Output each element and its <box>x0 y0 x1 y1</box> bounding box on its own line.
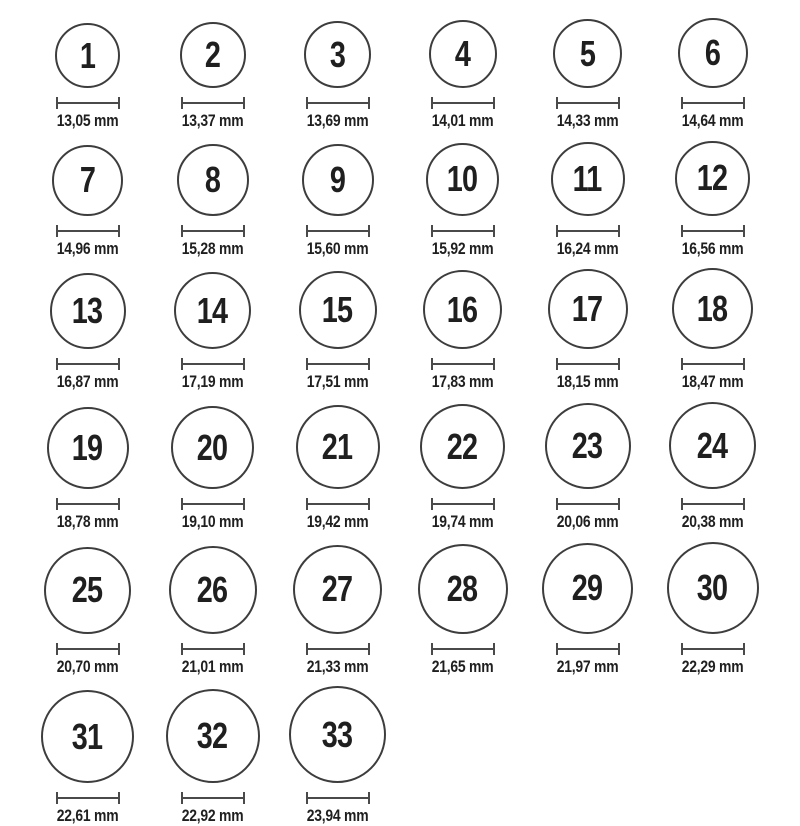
measure-tick-right-icon <box>743 358 745 370</box>
measure-tick-right-icon <box>118 498 120 510</box>
diameter-measure <box>181 97 245 109</box>
diameter-label: 22,61 mm <box>56 806 119 826</box>
measure-tick-right-icon <box>368 225 370 237</box>
diameter-measure <box>56 225 120 237</box>
measure-line <box>432 363 494 365</box>
ring-size-number: 19 <box>72 427 103 469</box>
diameter-label: 15,60 mm <box>306 238 369 258</box>
measure-line <box>307 797 369 799</box>
size-cell <box>150 272 275 392</box>
measure-tick-right-icon <box>118 97 120 109</box>
ring-size-number: 33 <box>322 713 353 755</box>
ring-circle <box>166 689 260 783</box>
measure-line <box>307 363 369 365</box>
measure-tick-right-icon <box>743 225 745 237</box>
diameter-label: 16,56 mm <box>681 238 744 258</box>
size-cell <box>25 547 150 677</box>
ring-size-number: 2 <box>204 34 221 75</box>
diameter-measure <box>681 643 745 655</box>
measure-tick-right-icon <box>118 643 120 655</box>
diameter-label: 13,05 mm <box>56 111 119 130</box>
size-cell <box>525 19 650 131</box>
diameter-label: 19,74 mm <box>431 512 494 532</box>
diameter-label: 18,15 mm <box>556 372 619 392</box>
diameter-measure <box>181 358 245 370</box>
measure-line <box>557 230 619 232</box>
diameter-label: 17,83 mm <box>431 372 494 392</box>
size-cell <box>650 141 775 259</box>
diameter-label: 22,92 mm <box>181 806 244 826</box>
ring-circle <box>423 270 502 349</box>
diameter-measure <box>56 643 120 655</box>
size-cell <box>150 689 275 826</box>
ring-size-number: 28 <box>447 567 478 609</box>
size-cell <box>275 21 400 131</box>
diameter-measure <box>431 498 495 510</box>
size-cell <box>150 144 275 259</box>
size-cell <box>400 544 525 677</box>
ring-circle <box>418 544 508 634</box>
ring-circle <box>44 547 131 634</box>
measure-tick-right-icon <box>118 792 120 804</box>
diameter-label: 23,94 mm <box>306 806 369 826</box>
ring-circle <box>174 272 251 349</box>
diameter-measure <box>556 498 620 510</box>
diameter-measure <box>431 358 495 370</box>
diameter-label: 15,92 mm <box>431 238 494 258</box>
ring-circle <box>669 402 756 489</box>
diameter-label: 16,87 mm <box>56 372 119 392</box>
size-cell <box>275 545 400 677</box>
ring-size-number: 24 <box>697 424 728 466</box>
ring-circle <box>553 19 622 88</box>
ring-size-number: 23 <box>572 425 603 467</box>
size-cell <box>25 23 150 131</box>
measure-line <box>57 797 119 799</box>
diameter-label: 18,78 mm <box>56 512 119 532</box>
ring-circle <box>667 542 759 634</box>
measure-line <box>182 797 244 799</box>
measure-line <box>682 102 744 104</box>
size-cell <box>400 20 525 131</box>
ring-size-number: 12 <box>697 157 728 199</box>
diameter-label: 14,96 mm <box>56 238 119 258</box>
size-cell <box>150 406 275 532</box>
diameter-measure <box>56 358 120 370</box>
size-cell <box>275 405 400 532</box>
diameter-label: 21,33 mm <box>306 656 369 676</box>
ring-size-number: 32 <box>197 715 228 757</box>
measure-line <box>432 102 494 104</box>
ring-circle <box>551 142 625 216</box>
measure-tick-right-icon <box>368 643 370 655</box>
measure-tick-right-icon <box>743 643 745 655</box>
diameter-label: 14,64 mm <box>681 111 744 130</box>
diameter-label: 20,06 mm <box>556 512 619 532</box>
ring-circle <box>180 22 246 88</box>
measure-line <box>57 363 119 365</box>
ring-size-number: 11 <box>573 157 602 199</box>
diameter-label: 22,29 mm <box>681 656 744 676</box>
ring-size-number: 8 <box>204 158 221 200</box>
diameter-measure <box>181 643 245 655</box>
measure-line <box>682 503 744 505</box>
measure-line <box>682 648 744 650</box>
diameter-measure <box>56 792 120 804</box>
measure-line <box>557 102 619 104</box>
size-cell <box>525 543 650 677</box>
measure-line <box>57 503 119 505</box>
diameter-label: 13,37 mm <box>181 111 244 130</box>
measure-line <box>682 230 744 232</box>
measure-line <box>307 230 369 232</box>
ring-size-number: 7 <box>79 159 96 201</box>
diameter-measure <box>681 498 745 510</box>
diameter-label: 21,01 mm <box>181 656 244 676</box>
diameter-measure <box>556 358 620 370</box>
ring-size-number: 3 <box>329 33 346 75</box>
diameter-measure <box>306 792 370 804</box>
ring-size-number: 27 <box>322 568 353 610</box>
size-cell <box>525 269 650 392</box>
size-cell <box>25 273 150 392</box>
size-cell <box>25 690 150 826</box>
measure-tick-right-icon <box>618 358 620 370</box>
diameter-label: 19,10 mm <box>181 512 244 532</box>
measure-line <box>307 648 369 650</box>
diameter-measure <box>431 225 495 237</box>
ring-size-number: 4 <box>454 33 471 74</box>
ring-circle <box>302 144 374 216</box>
size-cell <box>650 542 775 677</box>
ring-circle <box>548 269 628 349</box>
size-cell <box>150 546 275 677</box>
measure-line <box>182 102 244 104</box>
diameter-label: 21,97 mm <box>556 656 619 676</box>
diameter-label: 14,33 mm <box>556 111 619 130</box>
ring-circle <box>52 145 123 216</box>
measure-line <box>57 102 119 104</box>
size-cell <box>25 145 150 259</box>
diameter-measure <box>181 792 245 804</box>
diameter-label: 15,28 mm <box>181 238 244 258</box>
diameter-label: 20,38 mm <box>681 512 744 532</box>
diameter-measure <box>181 225 245 237</box>
measure-line <box>307 102 369 104</box>
diameter-label: 13,69 mm <box>306 111 369 130</box>
ring-circle <box>426 143 499 216</box>
size-cell <box>650 18 775 131</box>
measure-tick-right-icon <box>368 498 370 510</box>
diameter-measure <box>306 498 370 510</box>
measure-line <box>182 363 244 365</box>
measure-line <box>57 648 119 650</box>
size-cell <box>400 143 525 259</box>
measure-line <box>557 363 619 365</box>
ring-circle <box>289 686 386 783</box>
measure-tick-right-icon <box>743 498 745 510</box>
diameter-measure <box>306 643 370 655</box>
measure-line <box>57 230 119 232</box>
size-cell <box>275 686 400 826</box>
ring-circle <box>55 23 120 88</box>
ring-size-number: 31 <box>72 715 103 757</box>
ring-circle <box>296 405 380 489</box>
measure-tick-right-icon <box>368 358 370 370</box>
measure-tick-right-icon <box>493 643 495 655</box>
measure-line <box>432 230 494 232</box>
measure-line <box>432 648 494 650</box>
ring-size-number: 29 <box>572 567 603 609</box>
measure-tick-right-icon <box>618 225 620 237</box>
diameter-label: 20,70 mm <box>56 656 119 676</box>
measure-line <box>682 363 744 365</box>
diameter-measure <box>306 358 370 370</box>
measure-tick-right-icon <box>368 97 370 109</box>
measure-tick-right-icon <box>493 498 495 510</box>
diameter-label: 19,42 mm <box>306 512 369 532</box>
diameter-measure <box>56 97 120 109</box>
measure-line <box>557 503 619 505</box>
diameter-label: 16,24 mm <box>556 238 619 258</box>
diameter-measure <box>556 643 620 655</box>
diameter-measure <box>556 97 620 109</box>
measure-tick-right-icon <box>493 358 495 370</box>
ring-size-number: 14 <box>197 289 228 331</box>
diameter-measure <box>681 97 745 109</box>
ring-size-number: 26 <box>197 568 228 610</box>
measure-line <box>557 648 619 650</box>
ring-size-number: 18 <box>697 287 728 329</box>
ring-circle <box>304 21 371 88</box>
ring-circle <box>47 407 129 489</box>
measure-tick-right-icon <box>243 225 245 237</box>
size-cell <box>525 403 650 532</box>
ring-circle <box>169 546 257 634</box>
diameter-measure <box>431 643 495 655</box>
diameter-label: 14,01 mm <box>431 111 494 130</box>
ring-circle <box>675 141 750 216</box>
ring-size-number: 5 <box>579 32 596 74</box>
measure-tick-right-icon <box>743 97 745 109</box>
ring-size-number: 6 <box>704 32 721 73</box>
measure-tick-right-icon <box>243 97 245 109</box>
measure-tick-right-icon <box>243 358 245 370</box>
measure-tick-right-icon <box>618 97 620 109</box>
measure-tick-right-icon <box>118 358 120 370</box>
diameter-measure <box>181 498 245 510</box>
measure-tick-right-icon <box>618 498 620 510</box>
ring-size-number: 1 <box>79 34 96 76</box>
ring-circle <box>177 144 249 216</box>
diameter-label: 17,51 mm <box>306 372 369 392</box>
ring-circle <box>299 271 377 349</box>
ring-size-number: 13 <box>72 290 103 332</box>
size-cell <box>650 268 775 392</box>
size-cell <box>400 270 525 392</box>
measure-tick-right-icon <box>493 225 495 237</box>
ring-circle <box>41 690 134 783</box>
ring-circle <box>545 403 631 489</box>
size-cell <box>25 407 150 532</box>
diameter-measure <box>681 358 745 370</box>
measure-tick-right-icon <box>368 792 370 804</box>
measure-line <box>182 648 244 650</box>
diameter-measure <box>56 498 120 510</box>
size-grid <box>25 0 775 826</box>
ring-size-number: 21 <box>322 426 353 468</box>
ring-circle <box>50 273 126 349</box>
ring-circle <box>429 20 497 88</box>
diameter-label: 21,65 mm <box>431 656 494 676</box>
measure-tick-right-icon <box>243 792 245 804</box>
measure-tick-right-icon <box>243 498 245 510</box>
diameter-measure <box>306 97 370 109</box>
ring-size-number: 9 <box>329 158 346 200</box>
ring-size-number: 16 <box>447 288 478 330</box>
diameter-measure <box>306 225 370 237</box>
diameter-measure <box>681 225 745 237</box>
measure-tick-right-icon <box>493 97 495 109</box>
ring-circle <box>678 18 748 88</box>
size-cell <box>400 404 525 532</box>
ring-circle <box>542 543 633 634</box>
ring-size-number: 20 <box>197 426 228 468</box>
ring-size-number: 25 <box>72 569 103 611</box>
diameter-measure <box>431 97 495 109</box>
measure-tick-right-icon <box>243 643 245 655</box>
ring-size-number: 30 <box>697 566 728 608</box>
ring-size-number: 10 <box>447 158 478 200</box>
size-cell <box>525 142 650 259</box>
diameter-label: 17,19 mm <box>181 372 244 392</box>
ring-circle <box>293 545 382 634</box>
ring-circle <box>672 268 753 349</box>
measure-line <box>432 503 494 505</box>
size-cell <box>150 22 275 131</box>
measure-line <box>182 230 244 232</box>
diameter-measure <box>556 225 620 237</box>
measure-tick-right-icon <box>118 225 120 237</box>
ring-size-number: 17 <box>572 288 603 330</box>
diameter-label: 18,47 mm <box>681 372 744 392</box>
measure-line <box>182 503 244 505</box>
size-cell <box>275 271 400 392</box>
ring-circle <box>420 404 505 489</box>
ring-size-number: 15 <box>322 289 353 331</box>
measure-line <box>307 503 369 505</box>
size-cell <box>650 402 775 532</box>
size-cell <box>275 144 400 259</box>
measure-tick-right-icon <box>618 643 620 655</box>
ring-size-number: 22 <box>447 425 478 467</box>
ring-circle <box>171 406 254 489</box>
